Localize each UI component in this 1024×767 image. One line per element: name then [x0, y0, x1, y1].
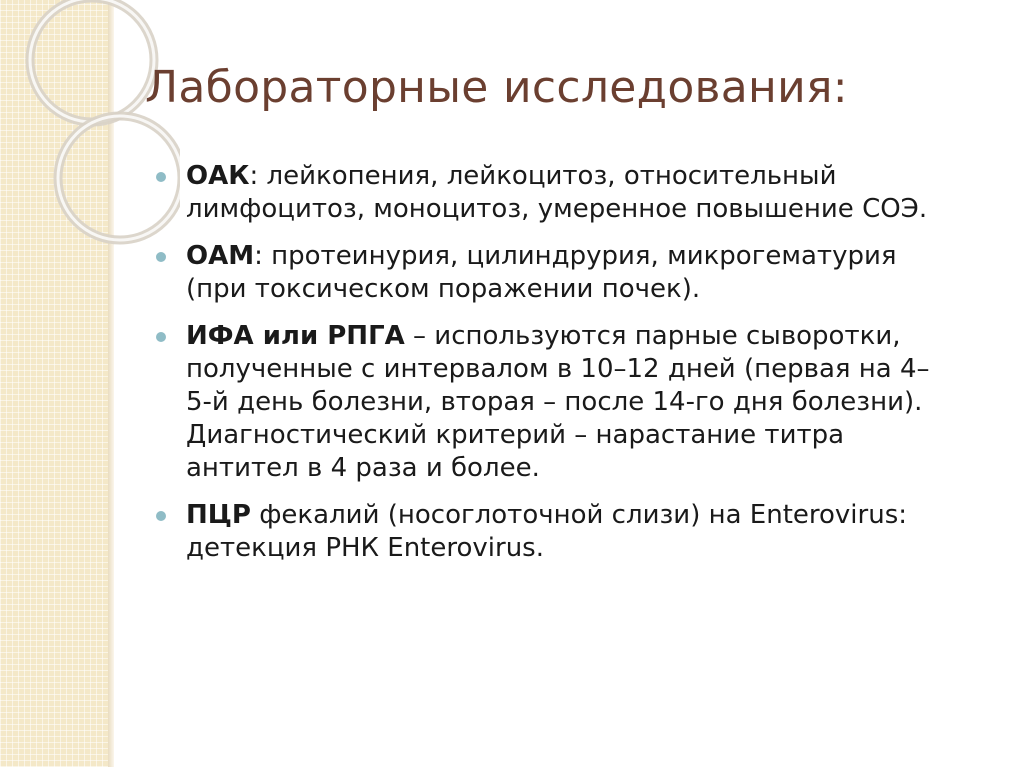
bullet-item-ifa: [152, 320, 952, 485]
bullet-dot-icon: [156, 172, 166, 182]
bullet-term: ОАМ: [186, 241, 255, 271]
bullet-text: [186, 500, 907, 563]
bullet-item-pcr: [152, 499, 952, 565]
bullet-text: [186, 241, 897, 304]
bullet-dot-icon: [156, 511, 166, 521]
slide-title: Лабораторные исследования:: [145, 62, 848, 113]
bullet-body: : лейкопения, лейкоцитоз, относительный лимфоцитоз, моноцитоз, умеренное повышение СОЭ.: [186, 161, 928, 224]
bullet-item-oak: [152, 160, 952, 226]
bullet-list: [152, 160, 952, 579]
bullet-text: [186, 321, 930, 483]
bullet-term: ПЦР: [186, 500, 251, 530]
bullet-item-oam: [152, 240, 952, 306]
bullet-term: ИФА или РПГА: [186, 321, 405, 351]
bullet-text: [186, 161, 927, 224]
bullet-dot-icon: [156, 332, 166, 342]
bullet-term: ОАК: [186, 161, 250, 191]
bullet-dot-icon: [156, 252, 166, 262]
bullet-body: фекалий (носоглоточной слизи) на Enterovirus: детекция РНК Enterovirus.: [186, 500, 908, 563]
bullet-body: – используются парные сыворотки, полученные с интервалом в 10–12 дней (первая на 4–5-й день болезни, вторая – после 14-го дня болезни). Диагностический критерий – нарастание титра антител в 4 раза и более.: [186, 321, 930, 483]
bullet-body: : протеинурия, цилиндрурия, микрогематурия (при токсическом поражении почек).: [186, 241, 897, 304]
